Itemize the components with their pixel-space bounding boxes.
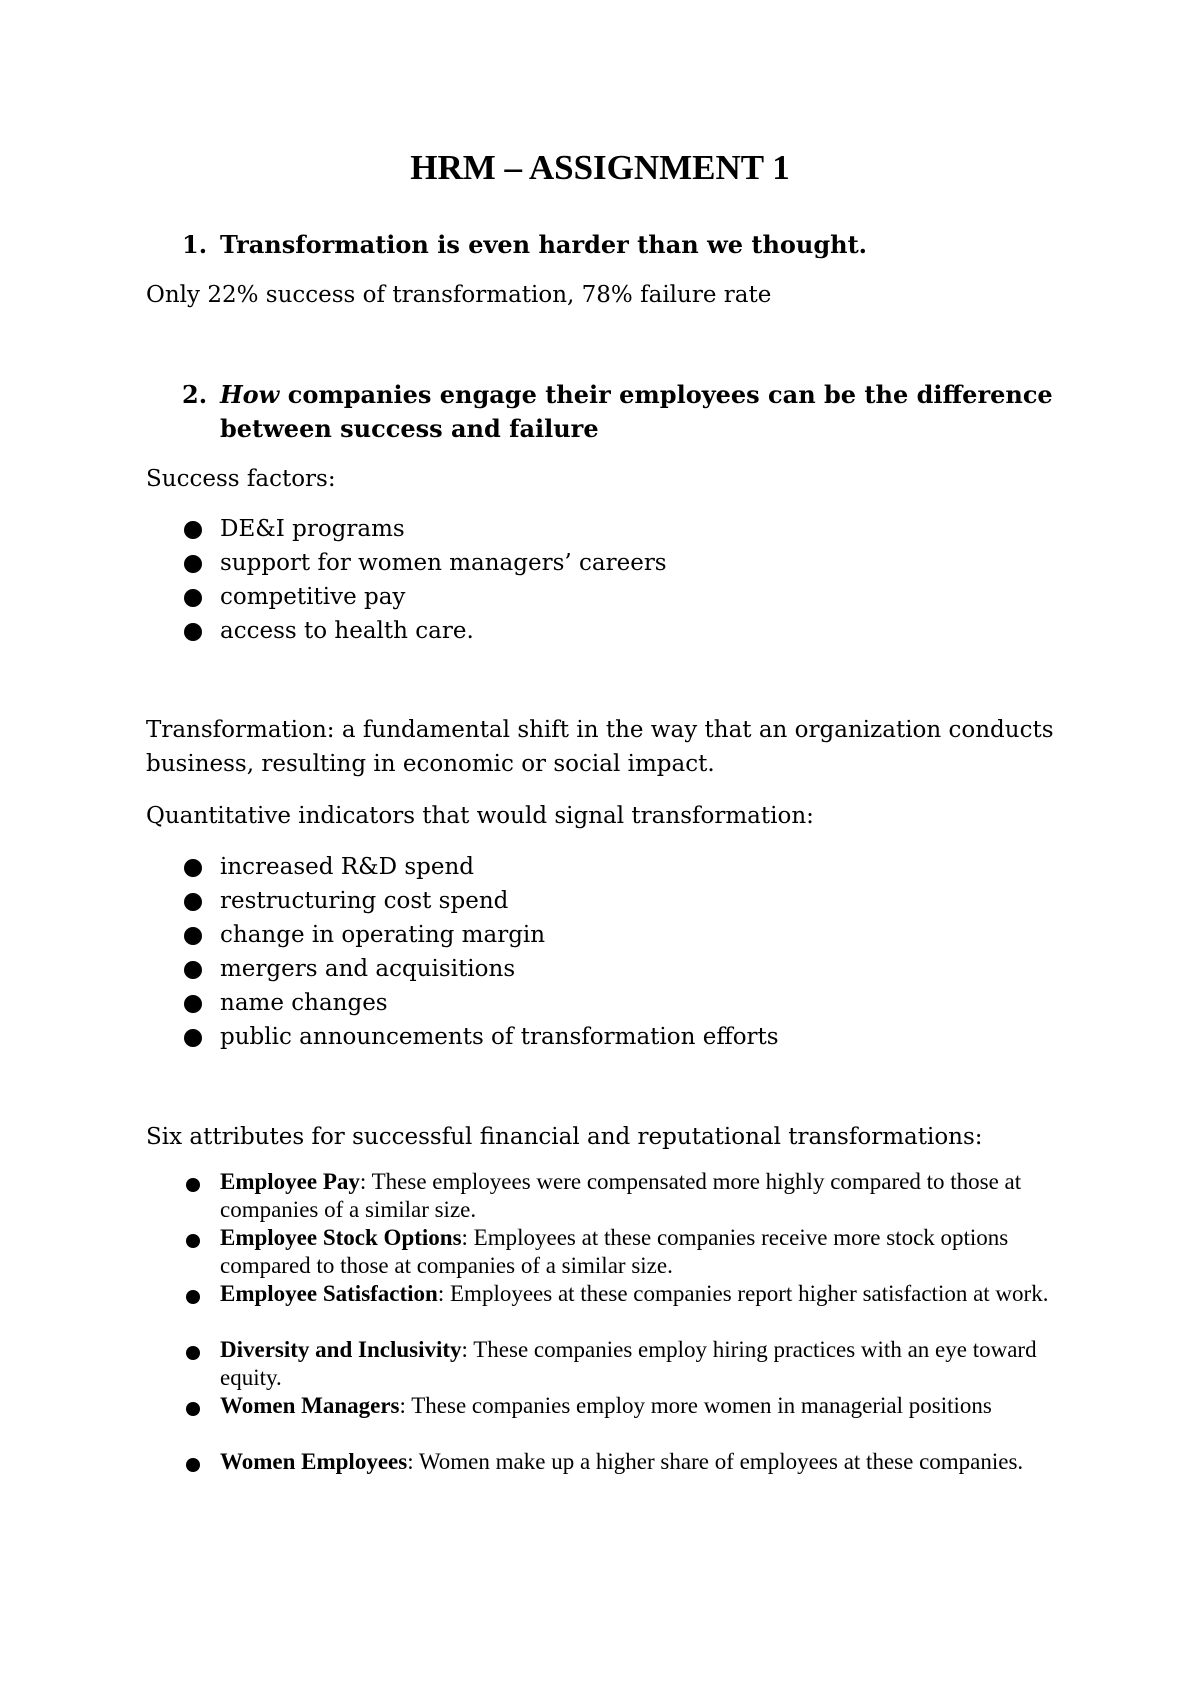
list-item: competitive pay (0, 580, 1100, 614)
attribute-desc: : Employees at these companies report higher satisfaction at work. (437, 1281, 1049, 1306)
attributes-label: Six attributes for successful financial and reputational transformations: (146, 1124, 983, 1150)
list-item (0, 1336, 1060, 1392)
list-item: change in operating margin (0, 918, 1100, 952)
success-factors-label: Success factors: (146, 466, 336, 492)
success-factors-list (0, 512, 1100, 648)
bullet-icon (186, 1234, 200, 1248)
transformation-definition: Transformation: a fundamental shift in the way that an organization conducts business, resulting in economic or social impact. (146, 717, 1054, 777)
bullet-icon (184, 521, 202, 539)
attribute-name: Employee Stock Options (220, 1225, 462, 1250)
list-item: restructuring cost spend (0, 884, 1100, 918)
list-item (0, 1392, 1060, 1448)
bullet-icon (184, 995, 202, 1013)
bullet-icon (186, 1458, 200, 1472)
list-item: name changes (0, 986, 1100, 1020)
section-2-heading-italic: How (220, 380, 280, 409)
list-item (0, 1280, 1060, 1336)
section-1-number: 1. (182, 230, 208, 259)
attribute-name: Employee Satisfaction (220, 1281, 438, 1306)
indicators-list (0, 850, 1100, 1054)
list-item: access to health care. (0, 614, 1100, 648)
list-item: increased R&D spend (0, 850, 1100, 884)
bullet-icon (186, 1290, 200, 1304)
bullet-icon (184, 893, 202, 911)
section-2-heading-rest: companies engage their employees can be the difference between success and failure (220, 380, 1053, 443)
section-1-heading (182, 228, 1082, 262)
document-title: HRM – ASSIGNMENT 1 (410, 148, 790, 187)
section-2-heading-text (220, 378, 1082, 446)
section-2-number: 2. (182, 380, 208, 409)
list-item (0, 1224, 1060, 1280)
attribute-name: Employee Pay (220, 1169, 360, 1194)
list-item: DE&I programs (0, 512, 1100, 546)
section-1-heading-text: Transformation is even harder than we thought. (220, 230, 868, 259)
list-item (0, 1448, 1060, 1504)
section-1-text: Only 22% success of transformation, 78% failure rate (146, 282, 772, 308)
bullet-icon (184, 623, 202, 641)
attribute-desc: : These companies employ hiring practices with an eye toward equity. (220, 1337, 1037, 1390)
bullet-icon (184, 859, 202, 877)
list-item: mergers and acquisitions (0, 952, 1100, 986)
bullet-icon (184, 589, 202, 607)
bullet-icon (186, 1178, 200, 1192)
attribute-desc: : These companies employ more women in managerial positions (399, 1393, 992, 1418)
bullet-icon (184, 927, 202, 945)
bullet-icon (184, 1029, 202, 1047)
attributes-list (0, 1168, 1100, 1504)
list-item: support for women managers’ careers (0, 546, 1100, 580)
list-item: public announcements of transformation efforts (0, 1020, 1100, 1054)
attribute-desc: : Employees at these companies receive more stock options compared to those at companies of a similar size. (220, 1225, 1009, 1278)
attribute-name: Diversity and Inclusivity (220, 1337, 462, 1362)
attribute-desc: : Women make up a higher share of employees at these companies. (407, 1449, 1024, 1474)
attribute-name: Women Employees (220, 1449, 408, 1474)
attribute-desc: : These employees were compensated more highly compared to those at companies of a similar size. (220, 1169, 1022, 1222)
list-item (0, 1168, 1060, 1224)
bullet-icon (184, 961, 202, 979)
bullet-icon (186, 1402, 200, 1416)
attribute-name: Women Managers (220, 1393, 400, 1418)
section-2-heading (182, 378, 1082, 446)
bullet-icon (184, 555, 202, 573)
indicators-label: Quantitative indicators that would signal transformation: (146, 803, 814, 829)
bullet-icon (186, 1346, 200, 1360)
